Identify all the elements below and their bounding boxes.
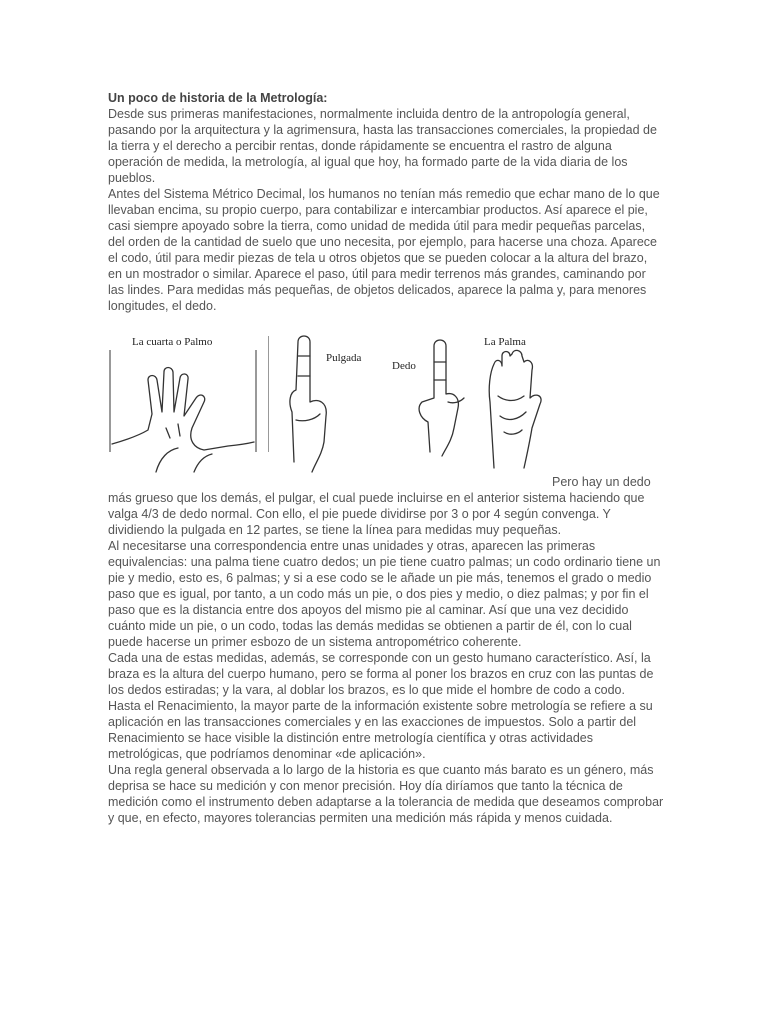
finger-icon bbox=[388, 332, 488, 482]
thumb-icon bbox=[268, 332, 378, 482]
hand-measures-figure bbox=[108, 332, 664, 489]
caption-palma: La Palma bbox=[484, 336, 526, 348]
palma-illustration bbox=[480, 332, 550, 482]
palm-hand-icon bbox=[480, 332, 550, 482]
document-title: Un poco de historia de la Metrología: bbox=[108, 91, 328, 105]
paragraph: Desde sus primeras manifestaciones, normalmente incluida dentro de la antropología general, pasando por la arquitectura y la agrimensura, hasta las transacciones comerciales, la propiedad de la tierra y el derecho a percibir rentas, donde rápidamente se encuentra el rastro de alguna operación de medida, la metrología, al igual que hoy, ha formado parte de la vida diaria de los pueblos. bbox=[108, 107, 657, 185]
paragraph: Al necesitarse una correspondencia entre unas unidades y otras, aparecen las primeras equivalencias: una palma tiene cuatro dedos; un pie tiene cuatro palmas; un codo ordinario tiene un pie y medio, esto es, 6 palmas; y si a ese codo se le añade un pie más, tenemos el grado o medio paso que es igual, por tanto, a un codo más un pie, o dos pies y medio, o diez palmas; y por fin el paso que es la distancia entre dos apoyos del mismo pie al caminar. Así que una vez decidido cuánto mide un pie, o un codo, todas las demás medidas se obtienen a partir de él, con lo cual puede hacerse un primer esbozo de un sistema antropométrico coherente. bbox=[108, 539, 661, 649]
spread-hand-icon bbox=[108, 332, 258, 482]
dedo-illustration bbox=[388, 332, 488, 482]
paragraph: Hasta el Renacimiento, la mayor parte de la información existente sobre metrología se refiere a su aplicación en las transacciones comerciales y en las exacciones de impuestos. Solo a partir del Renacimiento se hace visible la distinción entre metrología científica y otras actividades metrológicas, que podríamos denominar «de aplicación». bbox=[108, 699, 653, 761]
caption-dedo: Dedo bbox=[392, 360, 416, 372]
caption-cuarta: La cuarta o Palmo bbox=[132, 336, 213, 348]
document-body bbox=[108, 90, 664, 826]
trailing-text: Pero hay un dedo bbox=[552, 475, 651, 489]
pulgada-illustration bbox=[268, 332, 378, 482]
paragraph: más grueso que los demás, el pulgar, el cual puede incluirse en el anterior sistema haciendo que valga 4/3 de dedo normal. Con ello, el pie puede dividirse por 3 o por 4 según convenga. Y dividiendo la pulgada en 12 partes, se tiene la línea para medidas muy pequeñas. bbox=[108, 491, 645, 537]
paragraph: Una regla general observada a lo largo de la historia es que cuanto más barato es un género, más deprisa se hace su medición y con menor precisión. Hoy día diríamos que tanto la técnica de medición como el instrumento deben adaptarse a la tolerancia de medida que deseamos comprobar y que, en efecto, mayores tolerancias permiten una medición más rápida y menos cuidada. bbox=[108, 763, 664, 825]
paragraph: Cada una de estas medidas, además, se corresponde con un gesto humano característico. Así, la braza es la altura del cuerpo humano, pero se forma al poner los brazos en cruz con las puntas de los dedos estiradas; y la vara, al doblar los brazos, es lo que mide el hombre de codo a codo. bbox=[108, 651, 654, 697]
palmo-illustration bbox=[108, 332, 258, 482]
caption-pulgada: Pulgada bbox=[326, 352, 362, 364]
paragraph: Antes del Sistema Métrico Decimal, los humanos no tenían más remedio que echar mano de lo que llevaban encima, su propio cuerpo, para contabilizar e intercambiar productos. Así aparece el pie, casi siempre apoyado sobre la tierra, como unidad de medida útil para medir pequeñas parcelas, del orden de la cantidad de suelo que uno necesita, por ejemplo, para hacerse una choza. Aparece el codo, útil para medir piezas de tela u otros objetos que se pueden colocar a la altura del brazo, en un mostrador o similar. Aparece el paso, útil para medir terrenos más grandes, caminando por las lindes. Para medidas más pequeñas, de objetos delicados, aparece la palma y, para menores longitudes, el dedo. bbox=[108, 187, 660, 313]
